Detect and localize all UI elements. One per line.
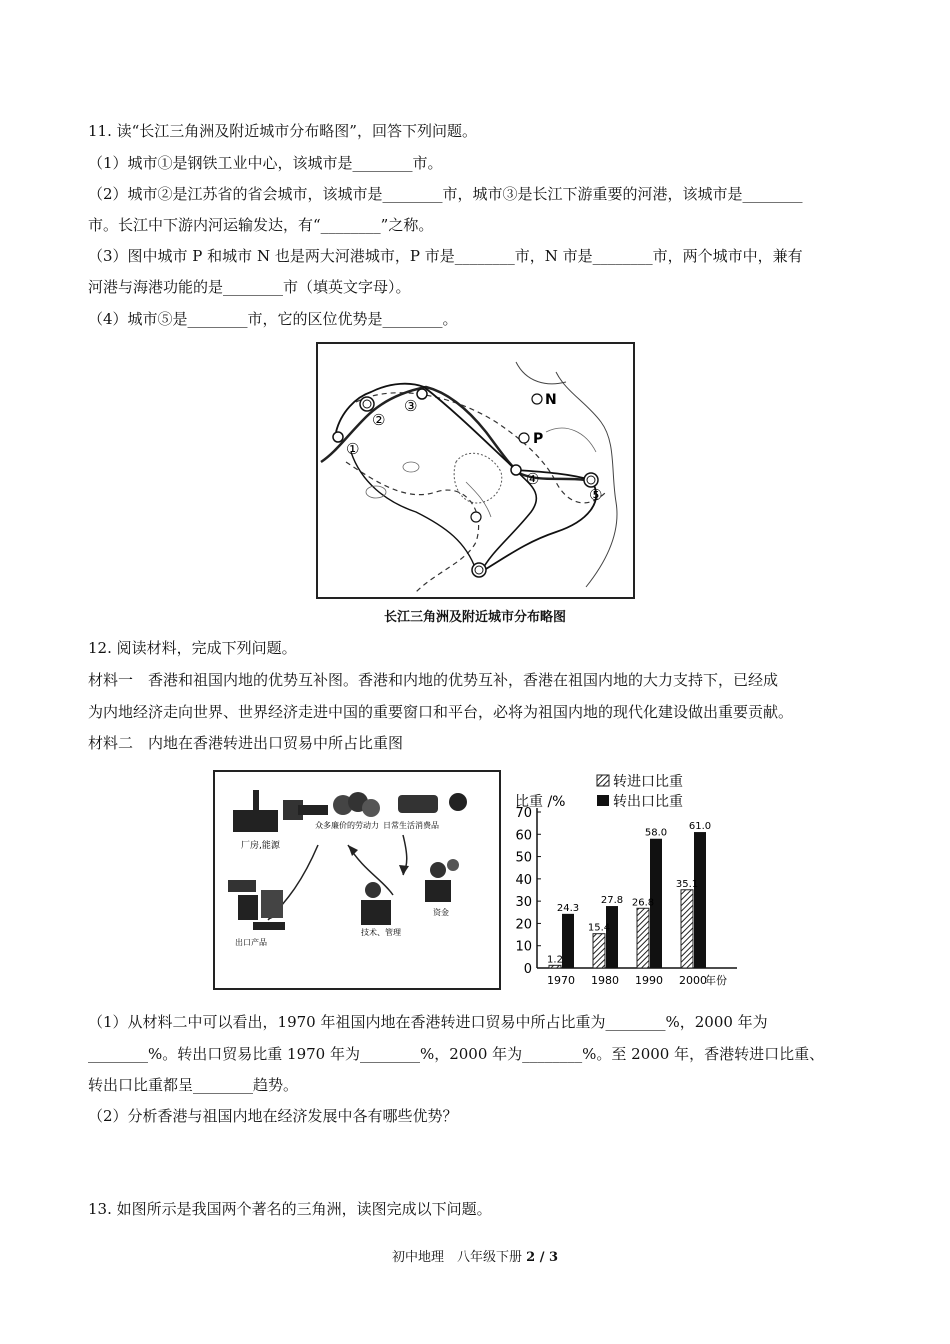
y-tick-label: 10 — [515, 939, 532, 955]
label-factory: 厂房,能源 — [241, 841, 280, 851]
map-label-c3: ③ — [404, 397, 418, 415]
legend-swatch-export — [597, 795, 609, 806]
data-label-import: 1.2 — [547, 954, 563, 966]
label-labor: 众多廉价的劳动力 — [315, 821, 379, 830]
map-label-n: N — [545, 392, 557, 408]
q11-line-6: （4）城市⑤是________市，它的区位优势是________。 — [88, 310, 458, 328]
map-label-c4: ④ — [526, 470, 540, 488]
footer-text: 初中地理 八年级下册 — [391, 1250, 527, 1265]
bar-import — [681, 890, 693, 968]
map-caption: 长江三角洲及附近城市分布略图 — [383, 610, 566, 625]
q11-line-1: （1）城市①是钢铁工业中心，该城市是________市。 — [88, 154, 443, 172]
q12-question-2: （2）分析香港与祖国内地在经济发展中各有哪些优势？ — [88, 1107, 458, 1125]
consumer-goods-icon — [398, 793, 467, 813]
map-label-c2: ② — [372, 411, 386, 429]
label-tech: 技术、管理 — [361, 928, 401, 937]
q13-title: 13. 如图所示是我国两个著名的三角洲，读图完成以下问题。 — [88, 1200, 492, 1218]
label-capital: 资金 — [433, 908, 449, 917]
data-label-export: 61.0 — [688, 821, 712, 833]
bar-export — [606, 906, 618, 968]
y-tick-label: 20 — [515, 917, 532, 933]
trade-share-chart — [505, 770, 745, 992]
chart-ylabel: 比重 /% — [515, 794, 566, 810]
chart-marks — [515, 806, 737, 987]
data-label-import: 26.8 — [631, 897, 655, 909]
bar-export — [694, 832, 706, 968]
q12-question-1c: 转出口比重都呈________趋势。 — [88, 1076, 299, 1094]
legend-swatch-import — [597, 775, 609, 786]
q12-question-1a: （1）从材料二中可以看出，1970 年祖国内地在香港转进口贸易中所占比重为________%，2000 年为 — [88, 1013, 768, 1031]
data-label-import: 15.4 — [587, 922, 611, 934]
data-label-export: 24.3 — [556, 902, 580, 914]
data-label-import: 35.1 — [675, 878, 699, 890]
map-label-c5: ⑤ — [589, 486, 603, 504]
y-tick-label: 0 — [523, 962, 532, 977]
map-label-c1: ① — [346, 440, 360, 458]
q11-line-2: （2）城市②是江苏省的省会城市，该城市是________市，城市③是长江下游重要的河港，该城市是________ — [88, 185, 803, 203]
bar-export — [562, 914, 574, 968]
map-label-p: P — [533, 431, 544, 447]
bar-import — [637, 908, 649, 968]
x-tick-label: 1990 — [635, 974, 663, 987]
label-consumer: 日常生活消费品 — [383, 821, 439, 830]
y-tick-label: 50 — [515, 850, 532, 866]
q12-title: 12. 阅读材料，完成下列问题。 — [88, 639, 297, 657]
y-tick-label: 70 — [515, 806, 532, 821]
x-tick-label: 1970 — [547, 974, 575, 987]
bar-import — [593, 934, 605, 968]
q11-title: 11. 读“长江三角洲及附近城市分布略图”，回答下列问题。 — [88, 122, 477, 140]
bar-import — [549, 965, 561, 968]
page-footer — [0, 1246, 950, 1265]
x-tick-label: 1980 — [591, 974, 619, 987]
legend-label-export: 转出口比重 — [613, 794, 683, 810]
data-label-export: 58.0 — [644, 827, 668, 839]
data-label-export: 27.8 — [600, 895, 624, 907]
q12-question-1b: ________%。转出口贸易比重 1970 年为________%，2000 年为________%。至 2000 年，香港转进口比重、 — [88, 1045, 825, 1063]
yangtze-delta-map — [316, 342, 635, 599]
legend-label-import: 转进口比重 — [613, 774, 683, 790]
x-tick-label: 2000 — [679, 974, 707, 987]
q12-material-1a: 材料一 香港和祖国内地的优势互补图。香港和内地的优势互补，香港在祖国内地的大力支持下，已经成 — [88, 671, 779, 689]
q12-material-2: 材料二 内地在香港转进出口贸易中所占比重图 — [88, 734, 404, 752]
complementary-diagram — [213, 770, 501, 990]
q11-line-3: 市。长江中下游内河运输发达，有“________”之称。 — [88, 216, 434, 234]
q11-line-4: （3）图中城市 P 和城市 N 也是两大河港城市，P 市是________市，N 市是________市，两个城市中，兼有 — [88, 247, 803, 265]
chart-xlabel: 年份 — [705, 974, 727, 987]
y-tick-label: 30 — [515, 895, 532, 911]
q11-line-5: 河港与海港功能的是________市（填英文字母）。 — [88, 278, 411, 296]
y-tick-label: 40 — [515, 872, 532, 888]
page-number: 2 / 3 — [526, 1250, 559, 1265]
q12-material-1b: 为内地经济走向世界、世界经济走进中国的重要窗口和平台，必将为祖国内地的现代化建设做出重要贡献。 — [88, 703, 794, 721]
y-tick-label: 60 — [515, 828, 532, 844]
label-export: 出口产品 — [235, 938, 267, 947]
